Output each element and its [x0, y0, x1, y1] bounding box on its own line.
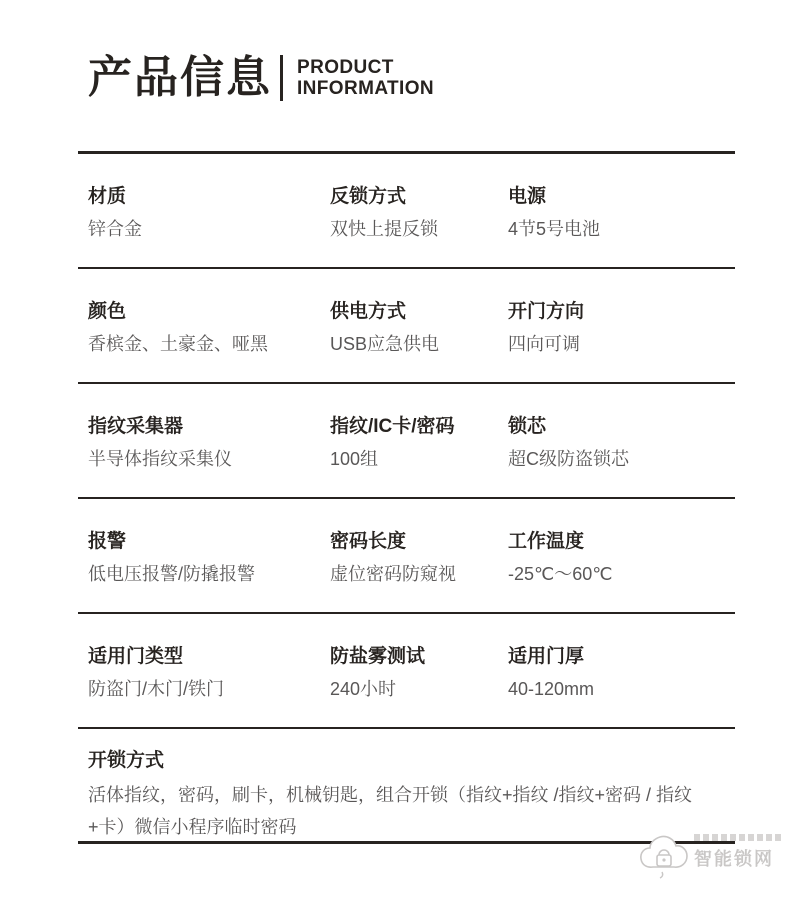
- spec-cell-door-direction: [508, 301, 735, 382]
- spec-value: 香槟金、土豪金、哑黑: [88, 334, 268, 354]
- page-subtitle-line1: PRODUCT: [297, 57, 394, 78]
- spec-cell-door-thickness: [508, 646, 735, 727]
- spec-label: 反锁方式: [330, 186, 407, 207]
- spec-label: 供电方式: [330, 301, 407, 322]
- spec-value: 防盗门/木门/铁门: [88, 679, 225, 699]
- spec-label: 防盐雾测试: [330, 646, 426, 667]
- spec-value: USB应急供电: [330, 334, 440, 354]
- watermark: [636, 824, 790, 888]
- spec-value: 半导体指纹采集仪: [88, 449, 232, 469]
- spec-cell-cylinder: [508, 416, 735, 497]
- spec-cell-capacity: [330, 416, 508, 497]
- spec-cell-power: [508, 186, 735, 267]
- spec-value: 超C级防盗锁芯: [508, 449, 629, 469]
- spec-label: 适用门厚: [508, 646, 585, 667]
- spec-cell-alarm: [88, 531, 330, 612]
- watermark-text-block: [694, 824, 782, 868]
- spec-row-3: [78, 384, 735, 497]
- spec-value: -25℃～60℃: [508, 564, 613, 584]
- spec-label: 密码长度: [330, 531, 407, 552]
- spec-row-1: [78, 154, 735, 267]
- spec-cell-door-type: [88, 646, 330, 727]
- spec-cell-salt-spray-test: [330, 646, 508, 727]
- page-subtitle-line2: INFORMATION: [297, 78, 435, 99]
- watermark-small-text: [694, 834, 782, 841]
- spec-value: 锌合金: [88, 219, 142, 239]
- spec-label: 颜色: [88, 301, 127, 322]
- spec-cell-color: [88, 301, 330, 382]
- spec-row-2: [78, 269, 735, 382]
- spec-cell-material: [88, 186, 330, 267]
- spec-value: 活体指纹，密码，刷卡，机械钥匙，组合开锁（指纹+指纹 /指纹+密码 / 指纹+卡）微信小程序临时密码: [88, 785, 693, 837]
- spec-label: 电源: [508, 186, 547, 207]
- smart-lock-logo-icon: [636, 828, 692, 880]
- spec-value: 40-120mm: [508, 679, 595, 699]
- spec-label: 指纹/IC卡/密码: [330, 416, 455, 437]
- spec-label: 指纹采集器: [88, 416, 184, 437]
- spec-value: 双快上提反锁: [330, 219, 438, 239]
- spec-value: 低电压报警/防撬报警: [88, 564, 256, 584]
- spec-cell-working-temperature: [508, 531, 735, 612]
- spec-row-5: [78, 614, 735, 727]
- spec-label: 开锁方式: [88, 750, 165, 771]
- spec-cell-fingerprint-sensor: [88, 416, 330, 497]
- watermark-site-name: 智能锁网: [694, 849, 774, 869]
- spec-label: 开门方向: [508, 301, 585, 322]
- spec-value: 100组: [330, 449, 379, 469]
- spec-label: 材质: [88, 186, 127, 207]
- spec-value: 虚位密码防窥视: [330, 564, 456, 584]
- spec-label: 报警: [88, 531, 127, 552]
- spec-label: 工作温度: [508, 531, 585, 552]
- spec-label: 锁芯: [508, 416, 547, 437]
- spec-value: 240小时: [330, 679, 397, 699]
- spec-value: 四向可调: [508, 334, 580, 354]
- spec-cell-password-length: [330, 531, 508, 612]
- spec-cell-power-supply: [330, 301, 508, 382]
- spec-row-4: [78, 499, 735, 612]
- spec-cell-reverse-lock: [330, 186, 508, 267]
- spec-table: [78, 151, 735, 844]
- page-subtitle: [297, 57, 434, 99]
- spec-label: 适用门类型: [88, 646, 184, 667]
- title-divider: [280, 55, 283, 101]
- page-title: 产品信息: [88, 53, 272, 102]
- page-header: [88, 53, 434, 103]
- spec-value: 4节5号电池: [508, 219, 601, 239]
